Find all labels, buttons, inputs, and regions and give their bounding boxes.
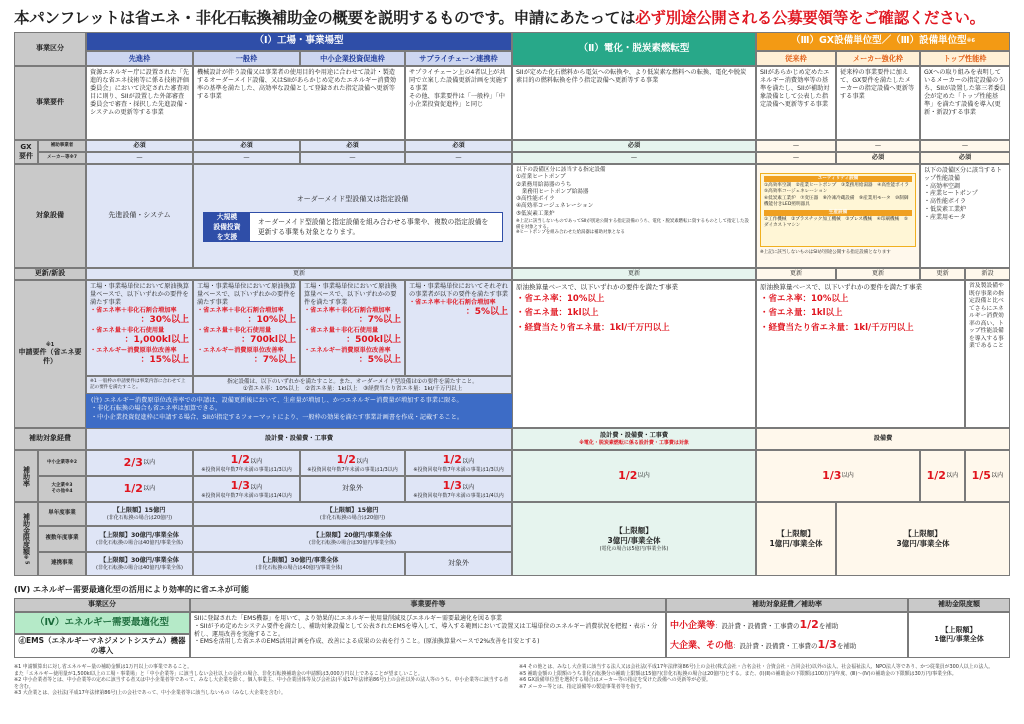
- sec3-gx1b: —: [756, 152, 836, 164]
- sec4-req2: ・SIIが予め定めたシステム要件を満たし、補助対象設備として公表されたEMSを導入して、導入する範囲において設置又は工場単位のエネルギー消費状況を把握・表示・分析し、運用改善を実施すること。: [194, 622, 658, 638]
- sec3-apply: [756, 280, 965, 428]
- sec1-apply-foot1: ※1 一般枠の申請要件は事業内容に合わせて上記の要件を満たすこと。: [86, 376, 193, 394]
- sec1-apply3-intro: 工場・事業場単位において原油換算量ベースで、以下いずれかの要件を満たす事業: [304, 283, 397, 307]
- sec3-col3-header: トップ性能枠: [920, 51, 1010, 66]
- sec1-apply3-b-value: ：500kl以上: [346, 335, 401, 345]
- sec1-gxm4: —: [405, 152, 512, 164]
- sec1-limit-a2-note: (非化石転換の場合は20億円): [319, 514, 386, 521]
- sec2-equip-intro: 以下の設備区分に該当する指定設備: [516, 167, 606, 173]
- sec1-rate3-sme-unit: 以内: [355, 457, 369, 465]
- row-header-apply: [14, 280, 86, 428]
- sec4-header-limit: 補助金限度額: [908, 598, 1010, 612]
- sec2-apply-intro: 原油換算量ベースで、以下いずれかの要件を満たす事業: [516, 283, 679, 291]
- sec1-apply4-intro: 工場・事業場単位においてそれぞれの事業者が以下の要件を満たす事業: [409, 283, 508, 299]
- sec2-rate-unit: 以内: [637, 471, 650, 479]
- sec1-equip-box-text: オーダーメイド型設備と指定設備を組み合わせる事業や、複数の指定設備を更新する事業も対象となります。: [257, 217, 489, 236]
- sec1-apply2-a: ・省エネ率＋非化石割合増加率: [197, 307, 284, 315]
- sec3-equip3-intro: 以下の設備区分に該当するトップ性能設備: [924, 167, 1003, 182]
- sec1-expense: 設計費・設備費・工事費: [86, 428, 512, 450]
- sec1-apply1-b: ・省エネ量＋非化石使用量: [90, 326, 165, 334]
- sec1-gx4: 必須: [405, 140, 512, 152]
- sec1-apply1-c: ・エネルギー消費原単位改善率: [90, 346, 177, 354]
- sec2-apply-c: ・経費当たり省エネ量：1kl/千万円以上: [516, 322, 670, 333]
- sec2-equip-list: ①産業ヒートポンプ ②業務用給湯器のうち 業務用ヒートポンプ給湯器 ③高性能ボイラ ④高効率コージェネレーション ⑤低炭素工業炉: [516, 174, 594, 217]
- sec4-sme-text: ：設計費・設備費・工事費の: [715, 622, 800, 630]
- row-header-expense: 補助対象経費: [14, 428, 86, 450]
- sec2-gx: 必須: [512, 140, 756, 152]
- sec3-req2: 従来枠の事業要件に加えて、GX要件を満たしたメーカーの指定設備へ更新等する事業: [836, 66, 920, 140]
- sec4-header-rate: 補助対象経費／補助率: [666, 598, 908, 612]
- sec1-apply2-intro: 工場・事業場単位において原油換算量ベースで、以下いずれかの要件を満たす事業: [197, 283, 296, 307]
- rate-sub-sme: 中小企業等※2: [38, 450, 86, 476]
- sec2-title: （Ⅱ）電化・脱炭素燃転型: [512, 32, 756, 66]
- sec1-req34: サプライチェーン上の4者以上が共同で立案した設備更新計画を実施する事業 その他、事業要件は「一般枠」「中小企業投資促進枠」と同じ: [405, 66, 512, 140]
- sec2-expense-text: 設計費・設備費・工事費: [599, 431, 669, 439]
- limit-mark: ※5: [23, 555, 30, 565]
- row-header-limit: [14, 502, 38, 576]
- sec1-rate1-large-value: 1/2: [123, 481, 143, 495]
- limit-label: 補助金限度額: [22, 513, 31, 556]
- sec1-limit-a1: [86, 502, 193, 526]
- sec3-equip3-list: ・高効率空調 ・産業ヒートポンプ ・高性能ボイラ ・低炭素工業炉 ・産業用モータ: [924, 182, 978, 221]
- sec1-limit-b1-note: (非化石転換の場合は40億円/事業全体): [96, 539, 183, 546]
- sec1-title: （Ⅰ）工場・事業場型: [86, 32, 512, 51]
- sec3-equip3: [920, 164, 1010, 268]
- sec2-expense-note: ※電化・脱炭素燃転に係る設計費・工事費は対象: [579, 439, 689, 446]
- sec3-rate3a: [920, 450, 965, 502]
- sec3-apply-c: ・経費当たり省エネ量：1kl/千万円以上: [760, 322, 914, 333]
- sec1-limit-b2-text: 【上限額】20億円/事業全体: [313, 531, 392, 539]
- sec1-limit-c2-note: (非化石転換の場合は40億円/事業全体): [255, 564, 343, 571]
- page-title: 本パンフレットは省エネ・非化石転換補助金の概要を説明するものです。申請にあたっては必ず別途公開される公募要領等をご確認ください。: [14, 9, 985, 27]
- sec1-apply3-a: ・省エネ率＋非化石割合増加率: [304, 307, 391, 315]
- sec4-sme-rate: 1/2: [799, 618, 819, 631]
- row-header-gx: GX要件: [14, 140, 38, 164]
- sec2-equip: [512, 164, 756, 268]
- sec1-col1-header: 先進枠: [86, 51, 193, 66]
- sec1-apply1: [86, 280, 193, 376]
- sec1-limit-c2: [193, 552, 405, 576]
- sec1-rate1-sme-value: 2/3: [123, 455, 143, 469]
- sec3-col1-header: 従来枠: [756, 51, 836, 66]
- sec1-rate3-sme-note: ※投資回収年数7年未満の事業は1/3以内: [307, 466, 398, 473]
- sec1-apply3: [300, 280, 405, 376]
- sec3-renewal1: 更新: [756, 268, 836, 280]
- sec3-gx3b: 必須: [920, 152, 1010, 164]
- sec4-header-category: 事業区分: [14, 598, 190, 612]
- sec3-limit1: 【上限額】 1億円/事業全体: [756, 502, 836, 576]
- sec3-rate3b: [965, 450, 1010, 502]
- sec4-req3: ・EMSを活用した省エネのEMS活用計画を作成、改善による成果の公表を行うこと。(原油換算量ベースで2%改善を目安とする): [194, 638, 540, 646]
- sec1-limit-c2-text: 【上限額】30億円/事業全体: [259, 556, 339, 564]
- sec1-rate3-sme-value: 1/2: [336, 452, 356, 466]
- sec3-col2-header: メーカー強化枠: [836, 51, 920, 66]
- sec2-limit-note: (電化の場合は5億円/事業全体): [599, 545, 669, 552]
- sec1-apply-note: (注) エネルギー消費原単位改善率での申請は、設備更新後において、生産量が増加し、かつエネルギー消費量が増加する事業に限る。 ・非化石転換の場合も省エネ率は加算できる。 ・中小企業投資促進枠に申請する場合、SIIが指定するフォーマットにより、一般枠の効果を満たす事業計画書を作成・記載すること。: [86, 394, 512, 428]
- sec1-rate1-large: [86, 476, 193, 502]
- sec1-rate3-sme: [300, 450, 405, 476]
- sec1-equip-box: [203, 212, 503, 242]
- sec3-rate12-unit: 以内: [841, 471, 854, 479]
- sec1-apply4: [405, 280, 512, 376]
- sec3-gx2b: 必須: [836, 152, 920, 164]
- sec1-apply3-c: ・エネルギー消費原単位改善率: [304, 346, 391, 354]
- sec3-equip-box: [760, 173, 916, 247]
- sec1-limit-b2: [193, 526, 512, 552]
- sec1-rate2-sme-unit: 以内: [249, 457, 263, 465]
- row-header-equipment: 対象設備: [14, 164, 86, 268]
- sec4-req1: SIIに登録された「EMS機器」を用いて、より効果的にエネルギー使用量削減及びエネルギー需要最適化を図る事業: [194, 615, 503, 622]
- row-header-rate: 補助率: [14, 450, 38, 502]
- sec4-lg-label: 大企業、その他: [670, 640, 734, 651]
- gx-sub2: メーカー等※7: [38, 152, 86, 164]
- row-header-category: 事業区分: [14, 32, 86, 66]
- sec1-limit-a1-text: 【上限額】15億円: [113, 506, 166, 514]
- sec1-apply4-a-value: ：5%以上: [465, 307, 508, 318]
- sec1-apply3-a-value: ：7%以上: [358, 315, 401, 326]
- sec1-req2: 機械設計が伴う設備又は事業者の使用目的や用途に合わせて設計・製造するオーダーメイド設備、又はSIIがあらかじめ定めたエネルギー消費効率の基準を満たした、高効率な設備として登録された指定設備へ更新等する事業: [193, 66, 405, 140]
- sec3-req1: SIIがあらかじめ定めたエネルギー消費効率等の基準を満たし、SIIが補助対象設備として公表した指定設備へ更新等する事業: [756, 66, 836, 140]
- sec3-equip-box-title2: 生産設備: [764, 210, 912, 216]
- sec4-title: (Ⅳ) エネルギー需要最適化型の活用により効率的に省エネが可能: [14, 585, 249, 594]
- sec1-rate3-large: 対象外: [300, 476, 405, 502]
- sec1-rate4-sme-note: ※投資回収年数7年未満の事業は1/3以内: [413, 466, 504, 473]
- sec4-name: （Ⅳ）エネルギー需要最適化型: [14, 612, 190, 634]
- sec1-equip1: 先進設備・システム: [86, 164, 193, 268]
- sec3-gx1a: —: [756, 140, 836, 152]
- sec4-sme-unit: を補助: [818, 622, 839, 630]
- limit-sub-joint: 連携事業: [38, 552, 86, 576]
- sec1-apply1-a-value: ：30%以上: [140, 315, 189, 326]
- sec1-apply2-b-value: ：700kl以上: [241, 335, 296, 345]
- sec2-renewal: 更新: [512, 268, 756, 280]
- sec3-equip-box-list2: ⑥低炭素工業炉 ⑦変圧器 ⑧冷凍冷蔵設備 ⑨産業用モータ ⑩制御機能付きLED照明器具: [764, 195, 909, 207]
- sec3-equip-box-title: ユーティリティ設備: [764, 176, 912, 182]
- sec1-rate2-large: [193, 476, 300, 502]
- sec1-rate1-large-unit: 以内: [142, 484, 156, 492]
- sec3-req3: GXへの取り組みを表明しているメーカーの指定設備のうち、SIIが設置した第三者委員会が定めた「トップ性能基準」を満たす設備を導入(更新・新設)する事業: [920, 66, 1010, 140]
- sec1-apply3-c-value: ：5%以上: [358, 354, 401, 365]
- sec1-limit-c1-text: 【上限額】30億円/事業全体: [100, 556, 179, 564]
- sec1-rate1-sme-unit: 以内: [142, 458, 156, 466]
- sec1-limit-a2: [193, 502, 512, 526]
- sec3-gx3a: —: [920, 140, 1010, 152]
- sec3-equip-box-list1: ①高効率空調 ②産業ヒートポンプ ③業務用給湯器 ④高性能ボイラ ⑤高効率コージェネレーション: [764, 183, 914, 195]
- sec1-rate4-large-note: ※投資回収年数7年未満の事業は1/4以内: [413, 492, 504, 499]
- rate-sub-large-a: 大企業※3: [51, 483, 73, 489]
- sec3-limit2: 【上限額】 3億円/事業全体: [836, 502, 1010, 576]
- sec4-rate-large: [670, 638, 904, 653]
- sec4-req: [190, 612, 666, 658]
- sec1-limit-c1-note: (非化石転換の場合は40億円/事業全体): [96, 564, 183, 571]
- sec1-renewal: 更新: [86, 268, 512, 280]
- sec1-rate4-sme-value: 1/2: [442, 452, 462, 466]
- sec3-renewal3a: 更新: [920, 268, 965, 280]
- sec1-apply-foot2b: ①省エネ率：10%以上 ②省エネ量：1kl以上 ③経費当たり省エネ量：1kl/千万円以上: [242, 386, 463, 393]
- sec4-limit: 【上限額】 1億円/事業全体: [908, 612, 1010, 658]
- sec2-limit: [512, 502, 756, 576]
- sec2-req: SIIが定めた化石燃料から電気への転換や、より低炭素な燃料への転換、電化や脱炭素目的の燃料転換を伴う指定設備へ更新等する事業: [512, 66, 756, 140]
- sec1-col3-header: 中小企業投資促進枠: [300, 51, 405, 66]
- sec1-gxm1: —: [86, 152, 193, 164]
- sec1-rate2-sme-value: 1/2: [230, 452, 250, 466]
- sec3-title: （Ⅲ）GX設備単位型／（Ⅲ）設備単位型 ※6: [756, 32, 1010, 51]
- sec1-apply2-a-value: ：10%以上: [247, 315, 296, 326]
- sec1-col4-header: サプライチェーン連携枠: [405, 51, 512, 66]
- sec1-rate2-sme: [193, 450, 300, 476]
- sec2-equip-note: ※上記に該当しないものであってSIIが別途公開する指定設備のうち、電化・脱炭素燃転に資するものとして指定した設備を対象とする。 ※ヒートポンプを組み合わせた給湯器は補助対象となる: [516, 218, 749, 236]
- sec4-sme-label: 中小企業等: [670, 621, 716, 631]
- sec1-gxm3: —: [300, 152, 405, 164]
- sec1-apply1-a: ・省エネ率＋非化石割合増加率: [90, 307, 177, 315]
- apply-mark: ※1: [45, 341, 55, 348]
- sec3-rate12-value: 1/3: [822, 468, 842, 482]
- sec1-apply-foot2a: 指定設備は、以下のいずれかを満たすこと。また、オーダーメイド型設備は①の要件を満たすこと。: [227, 379, 478, 385]
- footnotes-right: ※4 その他とは、みなし大企業に該当する法人又は会社法(平成17年法律第86号)上の会社(株式会社・合名会社・合資会社・合同会社)以外の法人、社会福祉法人、NPO法人等であり、かつ従業員が300人以上の法人。 ※5 補助金額の上限額のうち非化石転換分の補助上限額は15億円(非化石転換の場合は20億円)とする。また、(Ⅰ)(Ⅱ)の補助金の下限額は100万円/年度、(Ⅲ)〜(Ⅳ)の補助金の下限額は30万円/事業全体。 ※6 GX設備単位型を選択する場合はメーカー等の指定を受けた設備への更新等が必要。 ※7 メーカー等とは、指定設備等の製造事業者等を指す。: [519, 664, 994, 690]
- sec4-header-req: 事業要件等: [190, 598, 666, 612]
- sec2-expense: [512, 428, 756, 450]
- sec1-rate4-large-unit: 以内: [461, 483, 475, 491]
- sec1-apply2-c-value: ：7%以上: [253, 354, 296, 365]
- sec3-gx2a: —: [836, 140, 920, 152]
- sec1-apply2-b: ・省エネ量＋非化石使用量: [197, 326, 272, 334]
- sec3-rate3a-unit: 以内: [945, 471, 959, 479]
- sec1-apply1-c-value: ：15%以上: [140, 354, 189, 365]
- sec1-rate4-sme: [405, 450, 512, 476]
- sec3-equip-note: ※上記に該当しないものはSIIが別途公開する指定設備となります: [760, 250, 891, 255]
- sec3-renewal3b: 新設: [965, 268, 1010, 280]
- sec4-rate-sme: [670, 618, 904, 633]
- sec1-apply4-a: ・省エネ率＋非化石割合増加率: [409, 299, 496, 307]
- gx-sub1: 補助事業者: [38, 140, 86, 152]
- sec1-apply3-b: ・省エネ量＋非化石使用量: [304, 326, 379, 334]
- sec1-req1: 資源エネルギー庁に設置された「先進的な省エネ技術等に係る技術評価委員会」において決定された審査項目に則り、SIIが設置した外部審査委員会で審査・採択した先進設備・システムの更新等する事業: [86, 66, 193, 140]
- sec1-gx2: 必須: [193, 140, 300, 152]
- sec3-rate3b-value: 1/5: [971, 468, 991, 482]
- sec1-apply2-c: ・エネルギー消費原単位改善率: [197, 346, 284, 354]
- sec1-gx3: 必須: [300, 140, 405, 152]
- sec1-col2-header: 一般枠: [193, 51, 300, 66]
- sec3-rate12: [756, 450, 920, 502]
- sec3-apply-new: 省及製設備や既存事業の指定設備と比べてさらにエネルギー消費効率の高い、トップ性能設備を導入する事業であること: [965, 280, 1010, 428]
- sec3-rate3b-unit: 以内: [990, 471, 1004, 479]
- sec1-limit-a2-text: 【上限額】15億円: [326, 506, 379, 514]
- sec1-rate2-large-unit: 以内: [249, 483, 263, 491]
- sec3-equip-box-list3: ①工作機械 ②プラスチック加工機械 ③プレス機械 ④印刷機械 ⑤ダイカストマシン: [764, 217, 908, 229]
- sec1-rate2-sme-note: ※投資回収年数7年未満の事業は1/3以内: [201, 466, 292, 473]
- sec3-expense: 設備費: [756, 428, 1010, 450]
- sec1-limit-b1: [86, 526, 193, 552]
- sec1-gxm2: —: [193, 152, 300, 164]
- sec1-rate2-large-value: 1/3: [230, 478, 250, 492]
- sec2-apply-b: ・省エネ量：1kl以上: [516, 308, 599, 319]
- sec1-limit-b1-text: 【上限額】30億円/事業全体: [100, 531, 179, 539]
- sec1-limit-b2-note: (非化石転換の場合は30億円/事業全体): [309, 539, 396, 546]
- sec1-limit-a1-note: (非化石転換の場合は20億円): [106, 514, 173, 521]
- sec4-rate: [666, 612, 908, 658]
- sec2-apply: [512, 280, 756, 428]
- apply-label: 申請要件（省エネ要件）: [18, 348, 82, 366]
- sec1-limit-c1: [86, 552, 193, 576]
- sec3-apply-b: ・省エネ量：1kl以上: [760, 308, 843, 319]
- rate-sub-large: [38, 476, 86, 502]
- sec1-apply-foot2: [193, 376, 512, 394]
- sec1-apply1-intro: 工場・事業場単位において原油換算量ベースで、以下いずれかの要件を満たす事業: [90, 283, 189, 307]
- sec1-equip-box-label: 大規模 設備投資を支援: [204, 213, 250, 241]
- sec4-sub: ⓓEMS（エネルギーマネジメントシステム）機器の導入: [14, 634, 190, 658]
- sec2-rate: [512, 450, 756, 502]
- sec3-rate3a-value: 1/2: [926, 468, 946, 482]
- limit-sub-multi: 複数年度事業: [38, 526, 86, 552]
- sec2-limit-text: 【上限額】 3億円/事業全体: [607, 526, 661, 545]
- sec1-limit-c3: 対象外: [405, 552, 512, 576]
- row-header-renewal: 更新/新設: [14, 268, 86, 280]
- sec1-apply2: [193, 280, 300, 376]
- sec1-rate1-sme: [86, 450, 193, 476]
- sec1-rate4-large-value: 1/3: [442, 478, 462, 492]
- row-header-requirements: 事業要件: [14, 66, 86, 140]
- sec2-rate-value: 1/2: [618, 468, 638, 482]
- sec2-gxm: —: [512, 152, 756, 164]
- sec1-equip-main-text: オーダーメイド型設備又は指定設備: [296, 195, 409, 203]
- sec1-rate2-large-note: ※投資回収年数7年未満の事業は1/4以内: [201, 492, 292, 499]
- sec3-apply-a: ・省エネ率：10%以上: [760, 294, 849, 305]
- sec3-apply-intro: 原油換算量ベースで、以下いずれかの要件を満たす事業: [760, 283, 923, 291]
- sec1-gx1: 必須: [86, 140, 193, 152]
- rate-sub-large-b: その他※4: [51, 489, 73, 494]
- sec1-rate4-large: [405, 476, 512, 502]
- sec1-rate4-sme-unit: 以内: [461, 457, 475, 465]
- sec1-apply1-b-value: ：1,000kl以上: [124, 335, 189, 345]
- sec4-lg-rate: 1/3: [817, 637, 837, 651]
- sec2-apply-a: ・省エネ率：10%以上: [516, 294, 605, 305]
- sec4-lg-text: ：設計費・設備費・工事費の: [733, 641, 818, 650]
- sec3-renewal2: 更新: [836, 268, 920, 280]
- sec4-lg-unit: を補助: [836, 641, 857, 650]
- footnotes-left: ※1 申請額算出に対し省エネルギー量の補助金額は1万円以上の事業であること。 また「エネルギー使用量が1,500kl以上の工場・事業場」と「中小企業等」に該当しない会社以上の会社の場合、非化石転換補助金の申請額は3,000万円以上であることが望ましいこと。 ※2 中小企業者等とは、中小企業等の定めに該当する者又は中小企業者等であって、みなし大企業を除く。個人事業主、中小企業団体等及び会社法(平成17年法律第86号)上の会社以外の法人等のうち、中小企業等に該当する者を含む。 ※3 大企業とは、会社法(平成17年法律第86号)上の会社であって、中小企業者等に該当しないもの（みなし大企業を含む）。: [14, 664, 509, 697]
- limit-sub-single: 単年度事業: [38, 502, 86, 526]
